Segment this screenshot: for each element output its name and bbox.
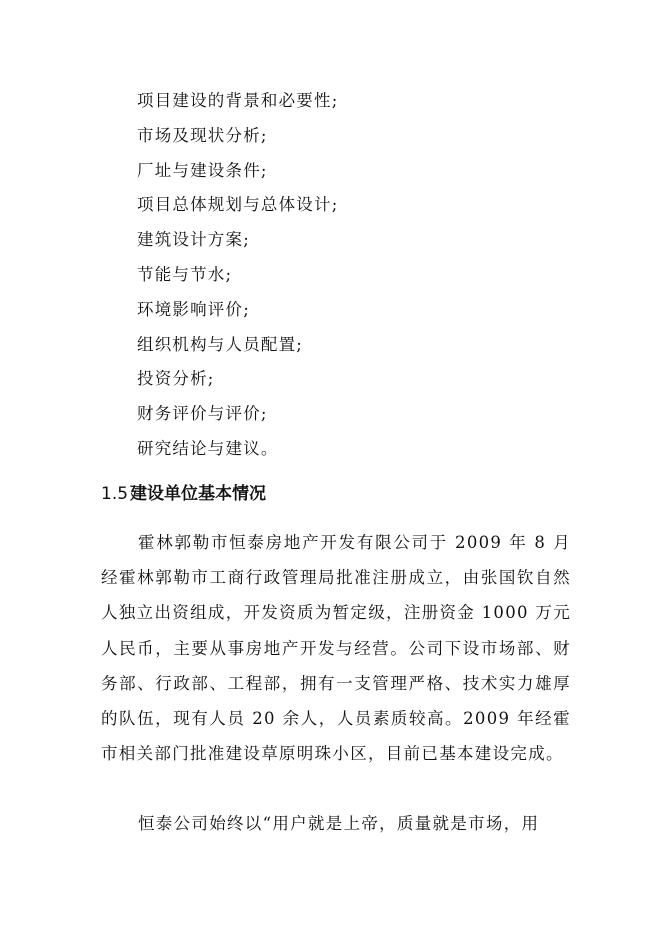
section-number: 1.5 xyxy=(101,484,129,504)
company-philosophy-paragraph: 恒泰公司始终以“用户就是上帝，质量就是市场，用 xyxy=(138,814,540,833)
list-item: 环境影响评价; xyxy=(137,299,250,319)
list-item: 厂址与建设条件; xyxy=(137,160,268,180)
list-item: 节能与节水; xyxy=(137,264,233,284)
list-item: 建筑设计方案; xyxy=(137,230,250,250)
list-item: 市场及现状分析; xyxy=(137,125,268,145)
list-item: 组织机构与人员配置; xyxy=(137,334,304,354)
section-title: 建设单位基本情况 xyxy=(130,484,267,504)
list-item: 研究结论与建议。 xyxy=(137,438,279,458)
list-item: 项目总体规划与总体设计; xyxy=(137,195,339,215)
section-heading xyxy=(101,479,266,509)
list-item: 财务评价与评价; xyxy=(137,404,268,424)
list-item: 投资分析; xyxy=(137,369,215,389)
report-contents-list xyxy=(137,84,338,467)
company-intro-paragraph: 霍林郭勒市恒泰房地产开发有限公司于 2009 年 8 月经霍林郭勒市工商行政管理局批准注册成立，由张国钦自然人独立出资组成，开发资质为暂定级，注册资金 1000 万元人民币，主要从事房地产开发与经营。公司下设市场部、财务部、行政部、工程部，拥有一支管理严格、技术实力雄厚的队伍，现有人员 20 余人，人员素质较高。2009 年经霍市相关部门批准建设草原明珠小区，目前已基本建设完成。 xyxy=(101,533,571,764)
list-item: 项目建设的背景和必要性; xyxy=(137,91,339,110)
